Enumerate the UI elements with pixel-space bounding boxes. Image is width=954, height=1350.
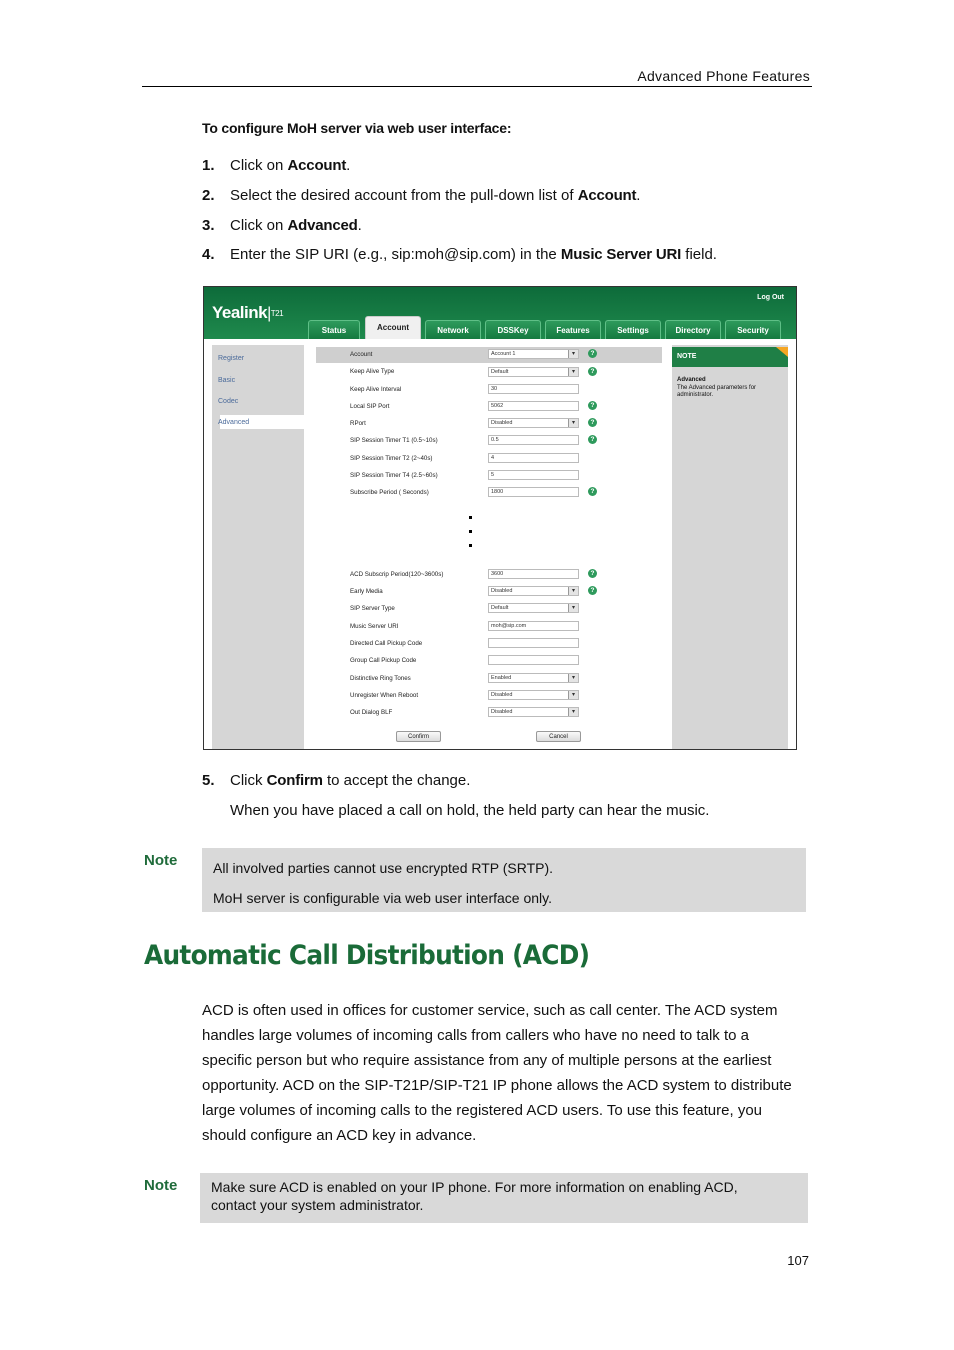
step-text: Click [230,772,267,789]
step-text: Click on [230,157,288,174]
out-dialog-blf-select[interactable]: Disabled ▾ [488,707,579,717]
note-panel-text: The Advanced parameters for administrator. [677,385,757,398]
step-number: 2. [202,187,215,204]
web-ui-screenshot [203,286,797,750]
note-box [200,1173,808,1223]
account-label: Account [350,351,373,358]
logo-separator: | [267,305,271,322]
tab-directory[interactable]: Directory [665,320,721,339]
local-sip-port-input[interactable]: 5062 [488,401,579,411]
header-rule [142,86,812,87]
yealink-logo [212,303,283,323]
help-icon[interactable]: ? [588,435,597,444]
step-number: 4. [202,246,215,263]
paragraph-line: opportunity. ACD on the SIP-T21P/SIP-T21 IP phone allows the ACD system to distribute [202,1077,792,1094]
help-icon[interactable]: ? [588,349,597,358]
logo-text: Yealink [212,303,268,322]
step-keyword: Account [287,157,347,174]
step-text-end: . [346,157,351,174]
step-keyword: Music Server URI [560,246,682,263]
paragraph-line: handles large volumes of incoming calls from callers who have no need to talk to a [202,1027,749,1044]
directed-call-pickup-input[interactable] [488,638,579,648]
confirm-button[interactable]: Confirm [396,731,441,742]
field-label: Group Call Pickup Code [350,657,417,664]
page-number: 107 [787,1253,809,1268]
step-text: Select the desired account from the pull-down list of [230,187,578,204]
music-server-uri-input[interactable]: moh@sip.com [488,621,579,631]
section-heading: Automatic Call Distribution (ACD) [144,940,590,971]
acd-subscribe-period-input[interactable]: 3600 [488,569,579,579]
ellipsis-dot [469,530,472,533]
group-call-pickup-input[interactable] [488,655,579,665]
step-number: 3. [202,217,215,234]
step-4 [202,246,717,263]
step-5 [202,772,470,789]
logo-model: T21 [270,309,284,319]
note-corner-icon [776,347,788,357]
help-icon[interactable]: ? [588,569,597,578]
rport-select[interactable]: Disabled ▾ [488,418,579,428]
sip-server-type-select[interactable]: Default ▾ [488,603,579,613]
note-line: MoH server is configurable via web user interface only. [213,890,553,906]
paragraph-line: large volumes of incoming calls to the registered ACD users. To use this feature, you [202,1102,763,1119]
account-select[interactable]: Account 1 ▾ [488,349,579,359]
note-panel-title: Advanced [677,377,706,383]
ellipsis-dot [469,516,472,519]
tab-settings[interactable]: Settings [605,320,661,339]
procedure-title: To configure MoH server via web user interface: [202,120,512,136]
help-icon[interactable]: ? [588,367,597,376]
step-text-end: . [357,217,362,234]
tab-dsskey[interactable]: DSSKey [485,320,541,339]
help-icon[interactable]: ? [588,401,597,410]
step-text: Click on [230,217,288,234]
field-label: Early Media [350,588,383,595]
field-label: SIP Session Timer T4 (2.5~60s) [350,472,438,479]
field-label: Music Server URI [350,623,399,630]
field-label: Out Dialog BLF [350,709,393,716]
field-label: Keep Alive Interval [350,386,402,393]
field-label: Unregister When Reboot [350,692,419,699]
field-label: Subscribe Period ( Seconds) [350,489,429,496]
tab-security[interactable]: Security [725,320,781,339]
note-box [202,848,806,912]
note-panel [672,345,788,749]
note-label: Note [144,852,178,869]
cancel-button[interactable]: Cancel [536,731,581,742]
logout-link[interactable]: Log Out [757,294,784,301]
paragraph-line: ACD is often used in offices for customer service, such as call center. The ACD system [202,1002,778,1019]
field-label: SIP Server Type [350,605,395,612]
help-icon[interactable]: ? [588,418,597,427]
tab-network[interactable]: Network [425,320,481,339]
step-text-end: . [636,187,641,204]
field-label: Keep Alive Type [350,368,395,375]
step-number: 5. [202,772,215,789]
tab-status[interactable]: Status [308,320,360,339]
section-paragraph [202,998,802,1148]
help-icon[interactable]: ? [588,487,597,496]
note-line: All involved parties cannot use encrypted RTP (SRTP). [213,860,554,876]
session-timer-t2-input[interactable]: 4 [488,453,579,463]
sidebar-item-advanced[interactable]: Advanced [218,419,250,426]
note-label: Note [144,1177,178,1194]
tab-features[interactable]: Features [545,320,601,339]
unregister-when-reboot-select[interactable]: Disabled ▾ [488,690,579,700]
session-timer-t4-input[interactable]: 5 [488,470,579,480]
paragraph-line: should configure an ACD key in advance. [202,1127,477,1144]
note-panel-heading: NOTE [672,347,788,367]
field-label: SIP Session Timer T2 (2~40s) [350,455,433,462]
distinctive-ring-tones-select[interactable]: Enabled ▾ [488,673,579,683]
step-text: Enter the SIP URI (e.g., sip:moh@sip.com) in the [230,246,561,263]
help-icon[interactable]: ? [588,586,597,595]
step-3 [202,217,362,234]
step-keyword: Advanced [287,217,358,234]
step-text-end: field. [681,246,717,263]
session-timer-t1-input[interactable]: 0.5 [488,435,579,445]
note-line: contact your system administrator. [211,1197,424,1213]
running-header: Advanced Phone Features [637,68,810,84]
note-line: Make sure ACD is enabled on your IP phone. For more information on enabling ACD, [211,1179,738,1195]
keep-alive-interval-input[interactable]: 30 [488,384,579,394]
subscribe-period-input[interactable]: 1800 [488,487,579,497]
step-keyword: Confirm [266,772,323,789]
field-label: Local SIP Port [350,403,390,410]
early-media-select[interactable]: Disabled ▾ [488,586,579,596]
step-2 [202,187,640,204]
field-label: RPort [350,420,366,427]
sidebar-item-codec[interactable]: Codec [218,398,239,405]
paragraph-line: specific person but who require assistance from any of multiple persons at the earliest [202,1052,772,1069]
step-5-followup: When you have placed a call on hold, the held party can hear the music. [230,802,710,819]
sidebar [212,345,304,749]
sidebar-item-register[interactable]: Register [218,355,245,362]
keep-alive-type-select[interactable]: Default ▾ [488,367,579,377]
tab-account[interactable]: Account [365,316,421,339]
sidebar-item-basic[interactable]: Basic [218,377,236,384]
field-label: ACD Subscrip Period(120~3600s) [350,571,444,578]
field-label: Distinctive Ring Tones [350,675,411,682]
step-1 [202,157,350,174]
step-text-end: to accept the change. [322,772,471,789]
field-label: SIP Session Timer T1 (0.5~10s) [350,437,438,444]
step-keyword: Account [577,187,637,204]
step-number: 1. [202,157,215,174]
field-label: Directed Call Pickup Code [350,640,423,647]
ellipsis-dot [469,544,472,547]
